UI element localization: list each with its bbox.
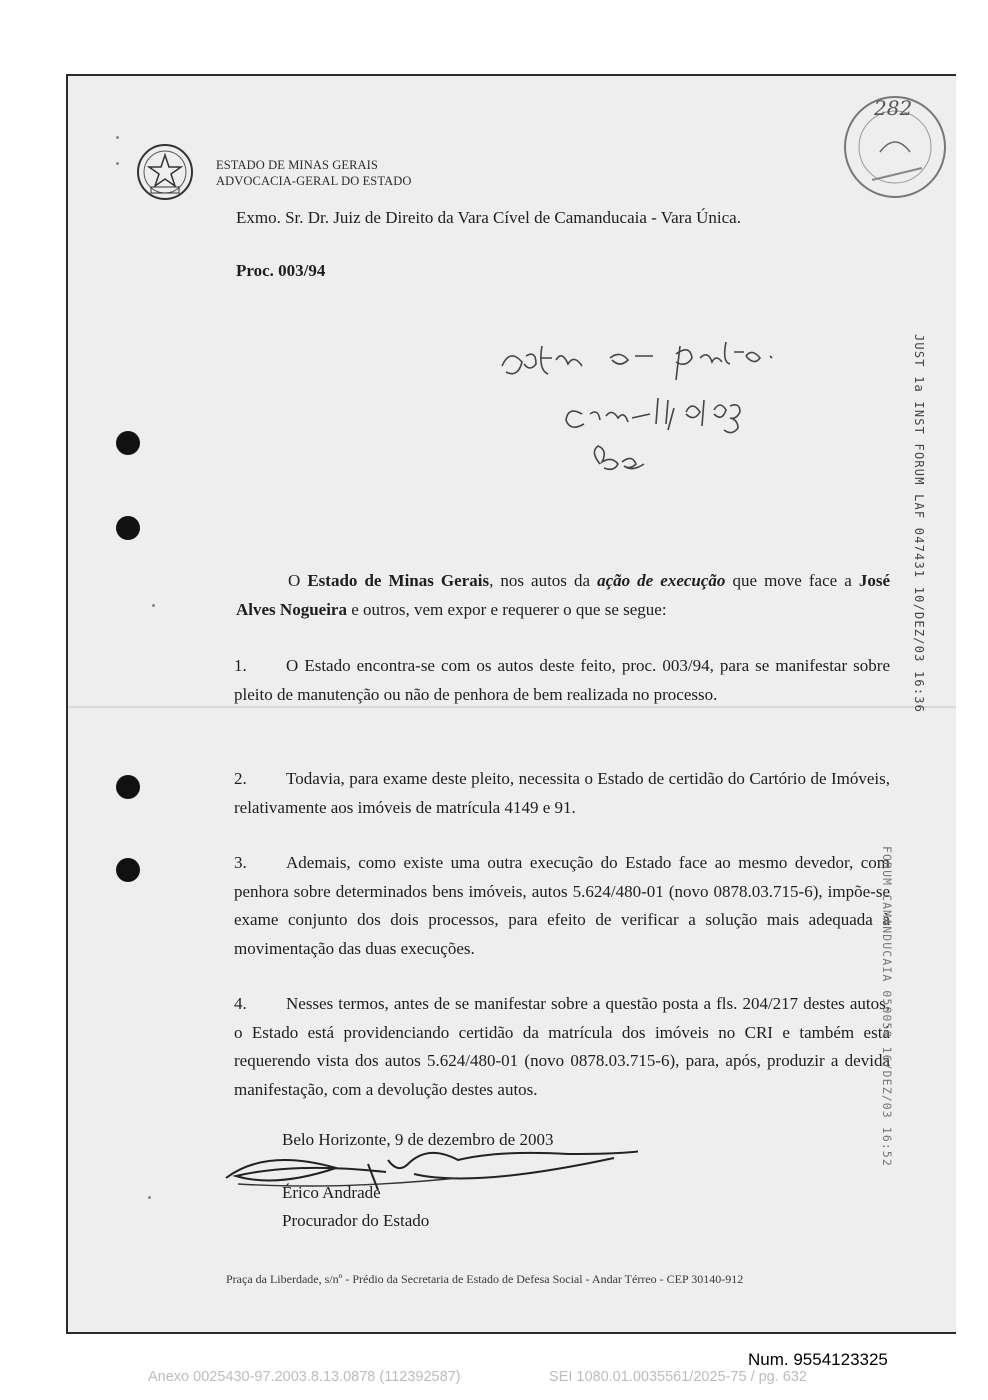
state-crest-icon xyxy=(134,141,196,203)
item-text: Nesses termos, antes de se manifestar sobre a questão posta a fls. 204/217 destes autos, o Estado está providenciando certidão da matrícula dos imóveis no CRI e também está requerendo vista dos autos 5.624/480-01 (novo 0878.03.715-6), para, após, produzir a devida manifestação, com a devolução destes autos. xyxy=(234,994,890,1099)
scan-speck xyxy=(116,136,119,139)
signature xyxy=(218,1144,638,1204)
intro-text: O xyxy=(288,571,308,590)
letterhead-office: ADVOCACIA-GERAL DO ESTADO xyxy=(216,174,412,188)
intro-text: que move face a xyxy=(725,571,859,590)
scan-speck xyxy=(116,162,119,165)
scan-speck xyxy=(152,604,155,607)
scan-speck xyxy=(148,1196,151,1199)
document-number: Num. 9554123325 xyxy=(748,1350,888,1369)
item-text: O Estado encontra-se com os autos deste feito, proc. 003/94, para se manifestar sobre pleito de manutenção ou não de penhora de bem realizada no processo. xyxy=(234,656,890,704)
item-number: 2. xyxy=(234,769,247,788)
punch-hole xyxy=(116,431,140,455)
party-name: Estado de Minas Gerais xyxy=(307,571,490,590)
item-text: Ademais, como existe uma outra execução do Estado face ao mesmo devedor, com penhora sobre determinados bens imóveis, autos 5.624/480-01 (novo 0878.03.715-6), impõe-se exame conjunto dos dois processos, para efeito de verificar a solução mais adequada à movimentação das duas execuções. xyxy=(234,853,890,958)
protocol-stamp-upper: JUST 1a INST FORUM LAF 047431 10/DEZ/03 16:36 xyxy=(912,334,926,714)
signer-title: Procurador do Estado xyxy=(282,1211,430,1230)
letterhead-state: ESTADO DE MINAS GERAIS xyxy=(216,158,378,172)
item-number: 4. xyxy=(234,994,247,1013)
item-4-paragraph xyxy=(234,990,890,1104)
process-number: Proc. 003/94 xyxy=(236,261,326,280)
signer-name: Érico Andrade xyxy=(282,1183,381,1202)
item-3-paragraph xyxy=(234,849,890,963)
intro-paragraph xyxy=(236,567,890,624)
addressee-line: Exmo. Sr. Dr. Juiz de Direito da Vara Cível de Camanducaia - Vara Única. xyxy=(236,208,741,227)
date-line: Belo Horizonte, 9 de dezembro de 2003 xyxy=(282,1130,554,1149)
protocol-stamp-lower: FORUM CAMANDUCAIA 050050 16/DEZ/03 16:52 xyxy=(880,846,894,1167)
item-2-paragraph xyxy=(234,765,890,822)
punch-hole xyxy=(116,516,140,540)
intro-text: , nos autos da xyxy=(489,571,598,590)
item-number: 3. xyxy=(234,853,247,872)
action-type: ação de execução xyxy=(597,571,726,590)
intro-text: e outros, vem expor e requerer o que se segue: xyxy=(346,599,667,619)
item-number: 1. xyxy=(234,656,247,675)
sei-reference: SEI 1080.01.0035561/2025-75 / pg. 632 xyxy=(549,1369,807,1385)
punch-hole xyxy=(116,775,140,799)
footer-address: Praça da Liberdade, s/nº - Prédio da Secretaria de Estado de Defesa Social - Andar Térreo - CEP 30140-912 xyxy=(226,1272,744,1286)
handwritten-approval-note xyxy=(490,336,850,506)
annex-reference: Anexo 0025430-97.2003.8.13.0878 (112392587) xyxy=(148,1369,461,1385)
punch-hole xyxy=(116,858,140,882)
stamp-page-number: 282 xyxy=(874,96,913,120)
scanned-document xyxy=(66,74,956,1334)
item-text: Todavia, para exame deste pleito, necessita o Estado de certidão do Cartório de Imóveis, relativamente aos imóveis de matrícula 4149 e 91. xyxy=(234,769,890,817)
defendant-name: José Alves Nogueira xyxy=(236,571,891,619)
item-1-paragraph xyxy=(234,652,890,709)
